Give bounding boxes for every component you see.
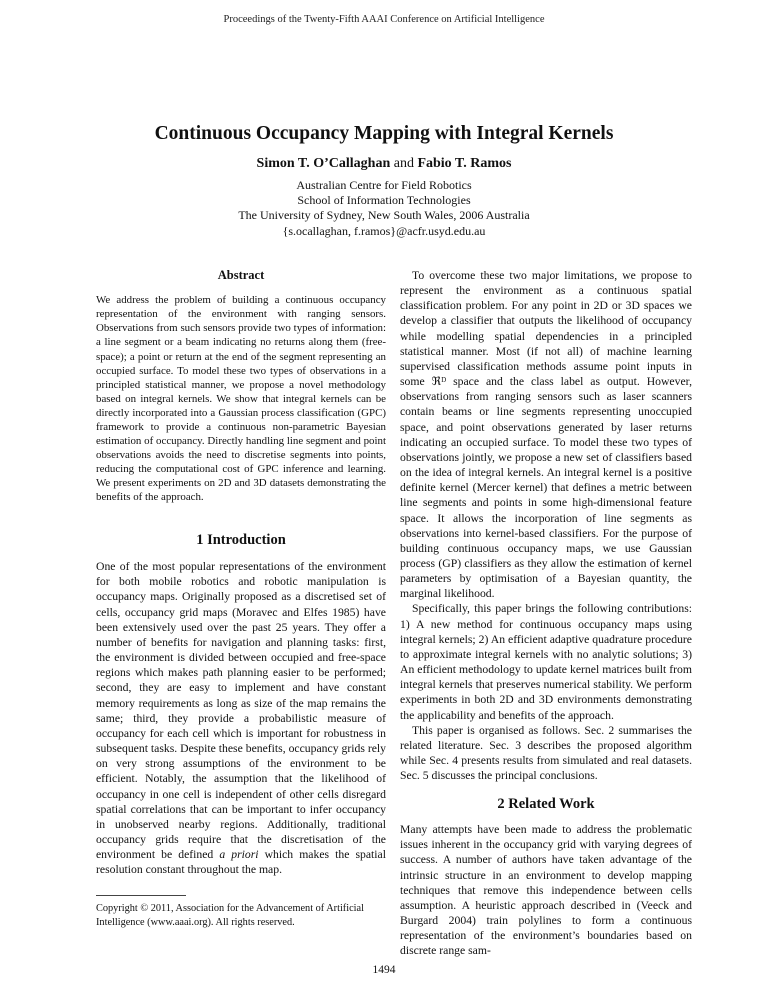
- intro-paragraph: To overcome these two major limitations, we propose to represent the environment as a continuous spatial classification problem. For any point in 2D or 3D spaces we develop a classifier that outputs the likelihood of occupancy while modelling spatial dependencies in a principled statistical manner. Most (if not all) of machine learning supervised classification methods assume point inputs in some ℜᴰ space and the class label as output. However, observations from ranging sensors such as laser scanners contain beams or line segments representing unoccupied space, and point observations generated by laser returns indicating an occupied surface. To model these two types of observations jointly, we propose a new set of classifiers based on the idea of integral kernels. An integral kernel is a positive definite kernel (Mercer kernel) that defines a metric between line segments and points in some high-dimensional feature space. It allows the incorporation of line segments as observations into kernel-based classifiers. For the purpose of building continuous occupancy maps, we use Gaussian process (GP) classifiers as they allow the estimation of kernel parameters by optimisation of a Bayesian quantity, the marginal likelihood.: [400, 269, 692, 601]
- organisation-paragraph: This paper is organised as follows. Sec. 2 summarises the related literature. Sec. 3 describes the proposed algorithm while Sec. 4 presents results from simulated and real datasets. Sec. 5 discusses the principal conclusions.: [400, 723, 692, 783]
- contributions-paragraph: Specifically, this paper brings the following contributions: 1) A new method for continuous occupancy maps using integral kernels; 2) An efficient adaptive quadrature procedure to approximate integral kernels with no analytic solutions; 3) An efficient methodology to update kernel matrices built from integral kernels that preserves numerical stability. We perform experiments in both 2D and 3D environments demonstrating the applicability and benefits of the approach.: [400, 602, 692, 722]
- related-work-paragraph: Many attempts have been made to address the problematic issues inherent in the occupancy grid with varying degrees of success. A number of authors have taken advantage of the intrinsic structure in an environment to develop mapping techniques that remove this independence between cells assumption. A heuristic approach described in (Veeck and Burgard 2004) train polylines to form a continuous representation of the environment’s boundaries based on discrete range sam-: [400, 823, 692, 958]
- affiliation-line: School of Information Technologies: [297, 193, 471, 208]
- introduction-section: [96, 533, 386, 877]
- author-line: [0, 156, 768, 172]
- text-run: which makes the spatial resolution constant throughout the map.: [96, 848, 386, 877]
- right-column-intro: [400, 268, 692, 783]
- author-name: Simon T. O’Callaghan: [256, 156, 391, 171]
- text-run: One of the most popular representations of the environment for both mobile robotics and robotic manipulation is occupancy maps. Originally proposed as a discretised set of cells, occupancy grid maps (Moravec and Elfes 1985) have been extensively used over the past 25 years. They offer a number of benefits for navigation and planning tasks: first, the environment is divided between occupied and free-space regions which makes path planning easier to be performed; second, they are easy to implement and have constant memory requirements as long as size of the map remains the same; third, they provide a probabilistic measure of occupancy for each cell which is important for robustness in subsequent tasks. Despite these benefits, occupancy grids rely on very strong assumptions of the environment to be efficient. Notably, the assumption that the likelihood of occupancy in one cell is independent of other cells disregard spatial correlations that can be important to infer occupancy in unobserved nearby regions. Additionally, traditional occupancy grids require that the discretisation of the environment be defined: [96, 560, 386, 862]
- author-name: Fabio T. Ramos: [417, 156, 512, 171]
- italic-text: a priori: [219, 848, 259, 862]
- abstract-text: We address the problem of building a continuous occupancy representation of the environment with ranging sensors. Observations from such sensors provide two types of information: a line segment or a beam indicating no returns along them (free-space); a point or return at the end of the segment representing an occupied surface. To model these two types of observations in a principled statistical manner, we propose a novel methodology based on integral kernels. We show that integral kernels can be directly incorporated into a Gaussian process classification (GPC) framework to provide a continuous non-parametric Bayesian estimation of occupancy. Directly handling line segment and point observations avoids the need to discretise segments into points, reducing the computational cost of GPC inference and learning. We present experiments on 2D and 3D datasets demonstrating the benefits of the approach.: [96, 294, 386, 504]
- copyright-notice: [96, 895, 386, 929]
- affiliation-block: [0, 178, 768, 239]
- introduction-paragraph: [96, 559, 386, 877]
- author-emails: {s.ocallaghan, f.ramos}@acfr.usyd.edu.au: [282, 223, 486, 238]
- section-heading-introduction: 1 Introduction: [196, 532, 286, 548]
- related-work-section: [400, 797, 692, 959]
- copyright-text: Copyright © 2011, Association for the Advancement of Artificial Intelligence (www.aaai.org). All rights reserved.: [96, 903, 364, 928]
- affiliation-line: The University of Sydney, New South Wales, 2006 Australia: [238, 208, 530, 223]
- abstract-heading: Abstract: [217, 268, 265, 282]
- section-heading-related-work: 2 Related Work: [497, 796, 595, 812]
- footnote-rule: [96, 895, 186, 896]
- affiliation-line: Australian Centre for Field Robotics: [296, 178, 472, 192]
- abstract-block: [96, 268, 386, 505]
- proceedings-header: Proceedings of the Twenty-Fifth AAAI Conference on Artificial Intelligence: [223, 14, 545, 25]
- page-number: 1494: [372, 964, 396, 976]
- paper-title: Continuous Occupancy Mapping with Integral Kernels: [154, 123, 614, 144]
- author-separator: and: [393, 156, 414, 171]
